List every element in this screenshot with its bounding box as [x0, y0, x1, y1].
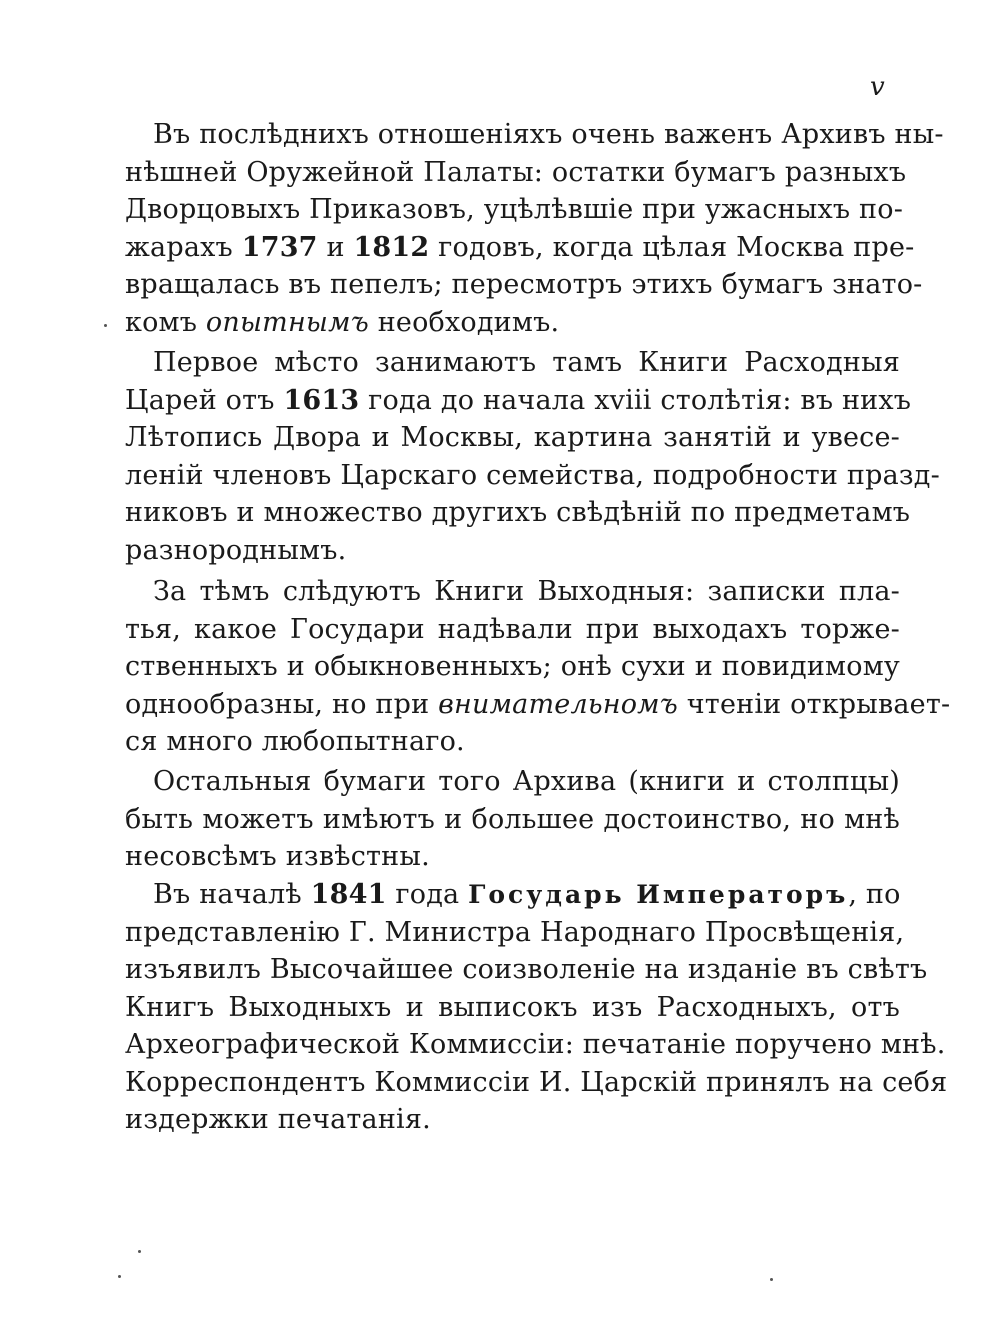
text-run: тья, какое Государи надѣвали при выходахъ торже- — [125, 614, 900, 645]
text-run: издержки печатанія. — [125, 1104, 431, 1135]
scan-speck — [138, 1250, 141, 1253]
text-line — [125, 532, 900, 570]
year-number: 1613 — [283, 385, 360, 416]
text-line — [125, 686, 951, 724]
emphasis-text: опытнымъ — [205, 307, 369, 338]
text-run: представленію Г. Министра Народнаго Просвѣщенія, — [125, 917, 905, 948]
scan-speck — [770, 1278, 773, 1281]
text-run: вращалась въ пепелъ; пересмотръ этихъ бумагъ знато- — [125, 269, 923, 300]
text-run: ся много любопытнаго. — [125, 726, 465, 757]
text-line — [125, 611, 900, 649]
text-run: леній членовъ Царскаго семейства, подробности празд- — [125, 460, 940, 491]
text-run: ственныхъ и обыкновенныхъ; онѣ сухи и повидимому — [125, 651, 900, 682]
text-line — [125, 1064, 948, 1102]
text-run: годовъ, когда цѣлая Москва пре- — [429, 232, 915, 263]
text-run: быть можетъ имѣютъ и большее достоинство, но мнѣ — [125, 804, 900, 835]
text-line — [125, 723, 900, 761]
text-run: изъявилъ Высочайшее соизволеніе на изданіе въ свѣтъ — [125, 954, 928, 985]
text-run: года — [386, 879, 469, 910]
text-line — [125, 154, 907, 192]
text-line — [125, 191, 904, 229]
text-line — [125, 266, 923, 304]
text-line — [153, 876, 900, 914]
text-line — [125, 382, 912, 420]
text-line — [125, 801, 900, 839]
text-run: Лѣтопись Двора и Москвы, картина занятій и увесе- — [125, 422, 900, 453]
text-line — [153, 344, 900, 382]
text-line — [125, 457, 940, 495]
year-number: 1737 — [241, 232, 318, 263]
text-run: Первое мѣсто занимаютъ тамъ Книги Расходныя — [153, 347, 900, 378]
text-line — [125, 304, 900, 342]
text-line — [125, 951, 928, 989]
text-line — [125, 838, 900, 876]
text-run: комъ — [125, 307, 206, 338]
text-run: чтеніи открывает- — [677, 689, 951, 720]
text-line — [125, 1101, 900, 1139]
text-line — [125, 989, 900, 1027]
year-number: 1812 — [353, 232, 430, 263]
scan-speck — [118, 1275, 121, 1278]
text-line — [125, 229, 915, 267]
text-run: Дворцовыхъ Приказовъ, уцѣлѣвшіе при ужасныхъ по- — [125, 194, 904, 225]
text-line — [125, 419, 900, 457]
text-line — [153, 116, 944, 154]
text-line — [125, 914, 905, 952]
text-run: жарахъ — [125, 232, 242, 263]
title-text: Государь Императоръ — [468, 880, 849, 909]
text-line — [153, 763, 900, 801]
text-run: необходимъ. — [368, 307, 560, 338]
text-run: Въ началѣ — [153, 879, 311, 910]
text-run: Царей отъ — [125, 385, 284, 416]
page-number: v — [870, 72, 885, 102]
text-run: Въ послѣднихъ отношеніяхъ очень важенъ Архивъ ны- — [153, 119, 944, 150]
text-run: разнороднымъ. — [125, 535, 347, 566]
text-run: За тѣмъ слѣдуютъ Книги Выходныя: записки пла- — [153, 576, 900, 607]
emphasis-text: внимательномъ — [438, 689, 678, 720]
text-run: Книгъ Выходныхъ и выписокъ изъ Расходныхъ, отъ — [125, 992, 900, 1023]
text-line — [125, 648, 900, 686]
text-line — [125, 1026, 946, 1064]
text-run: нѣшней Оружейной Палаты: остатки бумагъ разныхъ — [125, 157, 907, 188]
text-run: и — [317, 232, 354, 263]
text-run: года до начала xviii столѣтія: въ нихъ — [359, 385, 912, 416]
text-run: Остальныя бумаги того Архива (книги и столпцы) — [153, 766, 900, 797]
text-run: никовъ и множество другихъ свѣдѣній по предметамъ — [125, 497, 911, 528]
year-number: 1841 — [310, 879, 387, 910]
text-line — [153, 573, 900, 611]
text-run: Корреспондентъ Коммиссіи И. Царскій принялъ на себя — [125, 1067, 948, 1098]
text-line — [125, 494, 911, 532]
text-run: Археографической Коммиссіи: печатаніе поручено мнѣ. — [125, 1029, 946, 1060]
text-run: , по — [848, 879, 901, 910]
scan-speck — [104, 324, 107, 327]
text-run: несовсѣмъ извѣстны. — [125, 841, 430, 872]
text-run: однообразны, но при — [125, 689, 439, 720]
